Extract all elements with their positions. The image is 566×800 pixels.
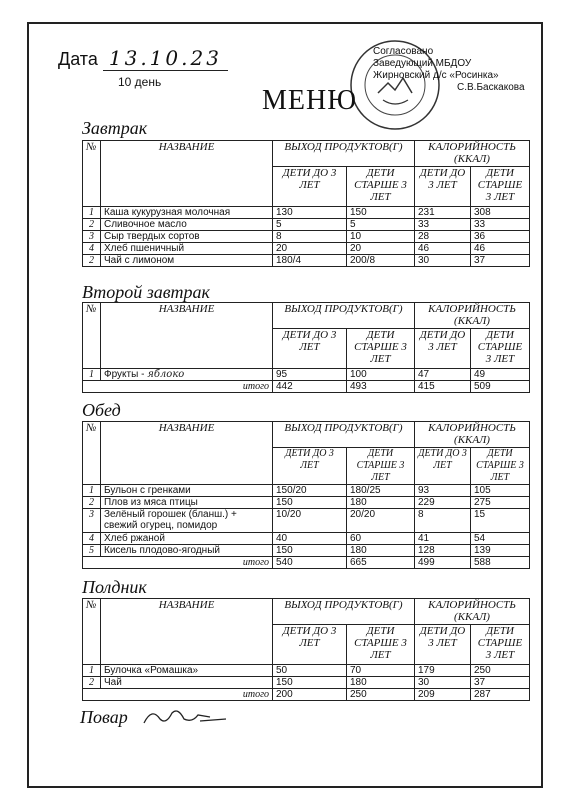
col-name: НАЗВАНИЕ (101, 141, 273, 207)
out-u3: 5 (273, 219, 347, 231)
dish-name: Хлеб ржаной (101, 533, 273, 545)
cal-o3: 46 (471, 243, 530, 255)
cal-u3: 179 (415, 665, 471, 677)
row-num: 4 (83, 533, 101, 545)
page-title: МЕНЮ (262, 85, 357, 116)
col-over3: ДЕТИ СТАРШЕ 3 ЛЕТ (347, 329, 415, 369)
cal-o3: 275 (471, 497, 530, 509)
col-under3: ДЕТИ ДО 3 ЛЕТ (415, 167, 471, 207)
section-title-breakfast: Завтрак (82, 118, 148, 138)
out-o3: 100 (347, 369, 415, 381)
dish-name: Плов из мяса птицы (101, 497, 273, 509)
cal-o3: 37 (471, 677, 530, 689)
out-o3: 200/8 (347, 255, 415, 267)
cal-o3: 54 (471, 533, 530, 545)
col-over3: ДЕТИ СТАРШЕ 3 ЛЕТ (471, 448, 530, 485)
row-num: 3 (83, 231, 101, 243)
cal-o3: 250 (471, 665, 530, 677)
cal-u3: 30 (415, 255, 471, 267)
cal-o3: 139 (471, 545, 530, 557)
dish-name: Бульон с гренками (101, 485, 273, 497)
table-row (83, 207, 530, 219)
dish-name: Сыр твердых сортов (101, 231, 273, 243)
out-o3: 180 (347, 545, 415, 557)
out-o3: 5 (347, 219, 415, 231)
signature-icon (140, 705, 230, 727)
row-num: 3 (83, 509, 101, 533)
total-label: итого (83, 381, 273, 393)
out-u3: 10/20 (273, 509, 347, 533)
col-under3: ДЕТИ ДО 3 ЛЕТ (273, 167, 347, 207)
total-cal-u3: 415 (415, 381, 471, 393)
cal-o3: 308 (471, 207, 530, 219)
cal-u3: 46 (415, 243, 471, 255)
row-num: 2 (83, 497, 101, 509)
out-o3: 180 (347, 677, 415, 689)
col-under3: ДЕТИ ДО 3 ЛЕТ (415, 448, 471, 485)
total-out-o3: 250 (347, 689, 415, 701)
table-row (83, 545, 530, 557)
approval-line: Заведующий МБДОУ (373, 58, 472, 69)
col-under3: ДЕТИ ДО 3 ЛЕТ (273, 448, 347, 485)
total-cal-o3: 588 (471, 557, 530, 569)
out-o3: 10 (347, 231, 415, 243)
dish-name: Чай с лимоном (101, 255, 273, 267)
table-row (83, 231, 530, 243)
approval-line: С.В.Баскакова (457, 82, 525, 93)
row-num: 2 (83, 219, 101, 231)
col-under3: ДЕТИ ДО 3 ЛЕТ (273, 625, 347, 665)
col-under3: ДЕТИ ДО 3 ЛЕТ (273, 329, 347, 369)
cal-u3: 8 (415, 509, 471, 533)
breakfast-table (82, 140, 530, 267)
out-o3: 20 (347, 243, 415, 255)
out-u3: 150 (273, 677, 347, 689)
cal-o3: 36 (471, 231, 530, 243)
row-num: 1 (83, 207, 101, 219)
col-output: ВЫХОД ПРОДУКТОВ(Г) (273, 303, 415, 329)
cal-o3: 15 (471, 509, 530, 533)
table-row (83, 485, 530, 497)
cal-u3: 93 (415, 485, 471, 497)
total-out-u3: 540 (273, 557, 347, 569)
col-under3: ДЕТИ ДО 3 ЛЕТ (415, 329, 471, 369)
total-row (83, 557, 530, 569)
col-under3: ДЕТИ ДО 3 ЛЕТ (415, 625, 471, 665)
lunch-table (82, 421, 530, 569)
row-num: 5 (83, 545, 101, 557)
out-u3: 95 (273, 369, 347, 381)
dish-name: Чай (101, 677, 273, 689)
total-row (83, 689, 530, 701)
cal-u3: 41 (415, 533, 471, 545)
col-over3: ДЕТИ СТАРШЕ 3 ЛЕТ (347, 167, 415, 207)
col-num: № (83, 422, 101, 485)
out-o3: 20/20 (347, 509, 415, 533)
approval-line: Согласовано (373, 46, 434, 57)
col-over3: ДЕТИ СТАРШЕ 3 ЛЕТ (471, 329, 530, 369)
total-out-u3: 200 (273, 689, 347, 701)
cook-label: Повар (80, 707, 128, 727)
col-name: НАЗВАНИЕ (101, 422, 273, 485)
total-cal-o3: 287 (471, 689, 530, 701)
row-num: 1 (83, 485, 101, 497)
cal-o3: 49 (471, 369, 530, 381)
cal-u3: 33 (415, 219, 471, 231)
row-num: 1 (83, 369, 101, 381)
cal-u3: 30 (415, 677, 471, 689)
total-cal-o3: 509 (471, 381, 530, 393)
out-u3: 150 (273, 545, 347, 557)
dish-name: Хлеб пшеничный (101, 243, 273, 255)
date-value: 13.10.23 (103, 46, 228, 71)
row-num: 4 (83, 243, 101, 255)
out-u3: 8 (273, 231, 347, 243)
section-title-snack: Полдник (82, 577, 147, 597)
col-over3: ДЕТИ СТАРШЕ 3 ЛЕТ (471, 167, 530, 207)
cal-u3: 128 (415, 545, 471, 557)
dish-name: Сливочное масло (101, 219, 273, 231)
out-o3: 60 (347, 533, 415, 545)
dish-name: Зелёный горошек (бланш.) + свежий огурец, помидор (101, 509, 273, 533)
cal-u3: 28 (415, 231, 471, 243)
col-calories: КАЛОРИЙНОСТЬ (ККАЛ) (415, 303, 530, 329)
total-cal-u3: 209 (415, 689, 471, 701)
out-o3: 70 (347, 665, 415, 677)
table-row (83, 369, 530, 381)
col-over3: ДЕТИ СТАРШЕ 3 ЛЕТ (347, 448, 415, 485)
table-row (83, 665, 530, 677)
table-row (83, 677, 530, 689)
col-num: № (83, 303, 101, 369)
cal-u3: 229 (415, 497, 471, 509)
date-label: Дата (58, 49, 98, 69)
table-row (83, 509, 530, 533)
cal-u3: 231 (415, 207, 471, 219)
table-row (83, 497, 530, 509)
out-u3: 50 (273, 665, 347, 677)
col-output: ВЫХОД ПРОДУКТОВ(Г) (273, 599, 415, 625)
cal-o3: 37 (471, 255, 530, 267)
total-label: итого (83, 557, 273, 569)
col-calories: КАЛОРИЙНОСТЬ (ККАЛ) (415, 422, 530, 448)
col-calories: КАЛОРИЙНОСТЬ (ККАЛ) (415, 141, 530, 167)
table-row (83, 255, 530, 267)
row-num: 2 (83, 255, 101, 267)
dish-name (101, 369, 273, 381)
table-row (83, 533, 530, 545)
col-calories: КАЛОРИЙНОСТЬ (ККАЛ) (415, 599, 530, 625)
total-row (83, 381, 530, 393)
col-name: НАЗВАНИЕ (101, 599, 273, 665)
cal-o3: 105 (471, 485, 530, 497)
dish-name: Каша кукурузная молочная (101, 207, 273, 219)
total-out-o3: 493 (347, 381, 415, 393)
out-u3: 40 (273, 533, 347, 545)
approval-line: Жирновский д/с «Росинка» (373, 70, 499, 81)
total-label: итого (83, 689, 273, 701)
out-u3: 150 (273, 497, 347, 509)
row-num: 2 (83, 677, 101, 689)
col-num: № (83, 141, 101, 207)
snack-table (82, 598, 530, 701)
cal-u3: 47 (415, 369, 471, 381)
col-name: НАЗВАНИЕ (101, 303, 273, 369)
col-output: ВЫХОД ПРОДУКТОВ(Г) (273, 141, 415, 167)
table-row (83, 219, 530, 231)
day-label: 10 день (118, 75, 162, 89)
dish-name: Кисель плодово-ягодный (101, 545, 273, 557)
out-u3: 130 (273, 207, 347, 219)
handwritten-fruit: яблоко (147, 369, 185, 380)
row-num: 1 (83, 665, 101, 677)
out-u3: 150/20 (273, 485, 347, 497)
out-o3: 150 (347, 207, 415, 219)
approval-block (373, 46, 525, 94)
total-out-o3: 665 (347, 557, 415, 569)
section-title-lunch: Обед (82, 400, 121, 420)
col-output: ВЫХОД ПРОДУКТОВ(Г) (273, 422, 415, 448)
dish-name: Булочка «Ромашка» (101, 665, 273, 677)
dish-name-text: Фрукты - (104, 369, 145, 380)
table-row (83, 243, 530, 255)
out-o3: 180/25 (347, 485, 415, 497)
second-breakfast-table (82, 302, 530, 393)
total-cal-u3: 499 (415, 557, 471, 569)
total-out-u3: 442 (273, 381, 347, 393)
col-over3: ДЕТИ СТАРШЕ 3 ЛЕТ (347, 625, 415, 665)
date-line (58, 46, 228, 70)
out-o3: 180 (347, 497, 415, 509)
section-title-second-breakfast: Второй завтрак (82, 282, 210, 302)
cal-o3: 33 (471, 219, 530, 231)
out-u3: 180/4 (273, 255, 347, 267)
col-over3: ДЕТИ СТАРШЕ 3 ЛЕТ (471, 625, 530, 665)
out-u3: 20 (273, 243, 347, 255)
col-num: № (83, 599, 101, 665)
